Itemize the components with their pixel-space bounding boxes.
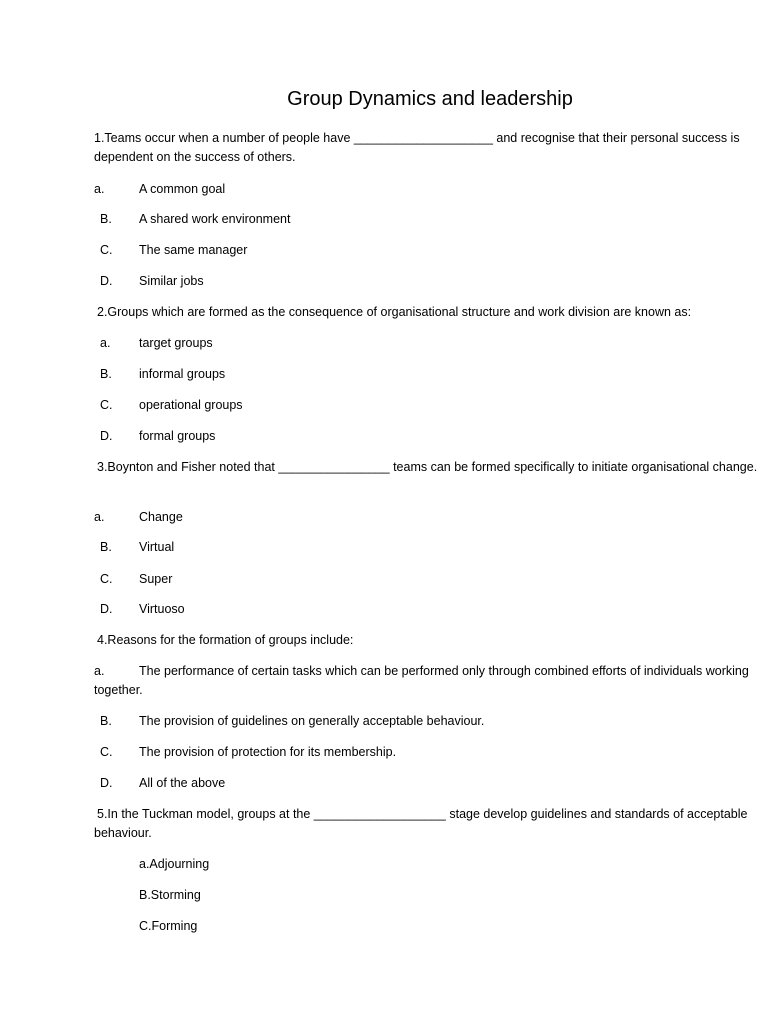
option-letter: B.: [100, 212, 112, 226]
question-3: 3.Boynton and Fisher noted that ________________ teams can be formed specifically to initiate organisational change.: [97, 460, 758, 474]
option-3d: [100, 600, 185, 619]
option-letter: C.: [100, 243, 113, 257]
option-text: Super: [139, 572, 173, 586]
option-text: The performance of certain tasks which can be performed only through combined efforts of individuals working together.: [94, 664, 749, 697]
option-2c: [100, 396, 243, 415]
option-letter: a.: [94, 182, 105, 196]
option-letter: C.: [100, 745, 113, 759]
option-3c: [100, 570, 172, 589]
option-text: Change: [139, 510, 183, 524]
option-text: The provision of guidelines on generally acceptable behaviour.: [139, 714, 485, 728]
question-1: 1.Teams occur when a number of people have ____________________ and recognise that their personal success is dependent on the success of others.: [94, 131, 740, 164]
option-5b: B.Storming: [139, 888, 201, 902]
option-text: Virtuoso: [139, 602, 185, 616]
option-letter: a.: [94, 664, 105, 678]
option-text: All of the above: [139, 776, 226, 790]
option-text: The provision of protection for its membership.: [139, 745, 397, 759]
question-5: 5.In the Tuckman model, groups at the ___________________ stage develop guidelines and standards of acceptable behaviour.: [94, 807, 748, 840]
option-text: target groups: [139, 336, 213, 350]
option-text: A shared work environment: [139, 212, 291, 226]
option-4c: [100, 743, 396, 762]
option-5a: a.Adjourning: [139, 857, 210, 871]
option-2b: [100, 365, 225, 384]
option-1a: [94, 180, 225, 199]
option-text: operational groups: [139, 398, 243, 412]
option-text: Virtual: [139, 540, 175, 554]
option-letter: a.: [94, 510, 105, 524]
option-letter: D.: [100, 602, 113, 616]
option-letter: B.: [100, 367, 112, 381]
option-text: formal groups: [139, 429, 216, 443]
option-letter: C.: [100, 398, 113, 412]
question-2: 2.Groups which are formed as the consequence of organisational structure and work division are known as:: [97, 305, 692, 319]
option-1c: [100, 241, 247, 260]
option-letter: D.: [100, 274, 113, 288]
option-text: The same manager: [139, 243, 248, 257]
document-title: Group Dynamics and leadership: [287, 88, 573, 110]
option-4b: [100, 712, 484, 731]
option-5c: C.Forming: [139, 919, 198, 933]
option-letter: B.: [100, 714, 112, 728]
option-4a: [94, 662, 766, 700]
question-4: 4.Reasons for the formation of groups include:: [97, 633, 354, 647]
option-2a: [100, 334, 213, 353]
option-text: Similar jobs: [139, 274, 204, 288]
option-4d: [100, 774, 225, 793]
option-text: A common goal: [139, 182, 226, 196]
option-letter: D.: [100, 429, 113, 443]
option-3a: [94, 508, 183, 527]
option-letter: C.: [100, 572, 113, 586]
option-text: informal groups: [139, 367, 226, 381]
option-1b: [100, 210, 290, 229]
option-3b: [100, 538, 174, 557]
option-letter: D.: [100, 776, 113, 790]
option-letter: a.: [100, 336, 111, 350]
option-letter: B.: [100, 540, 112, 554]
option-2d: [100, 427, 215, 446]
option-1d: [100, 272, 204, 291]
